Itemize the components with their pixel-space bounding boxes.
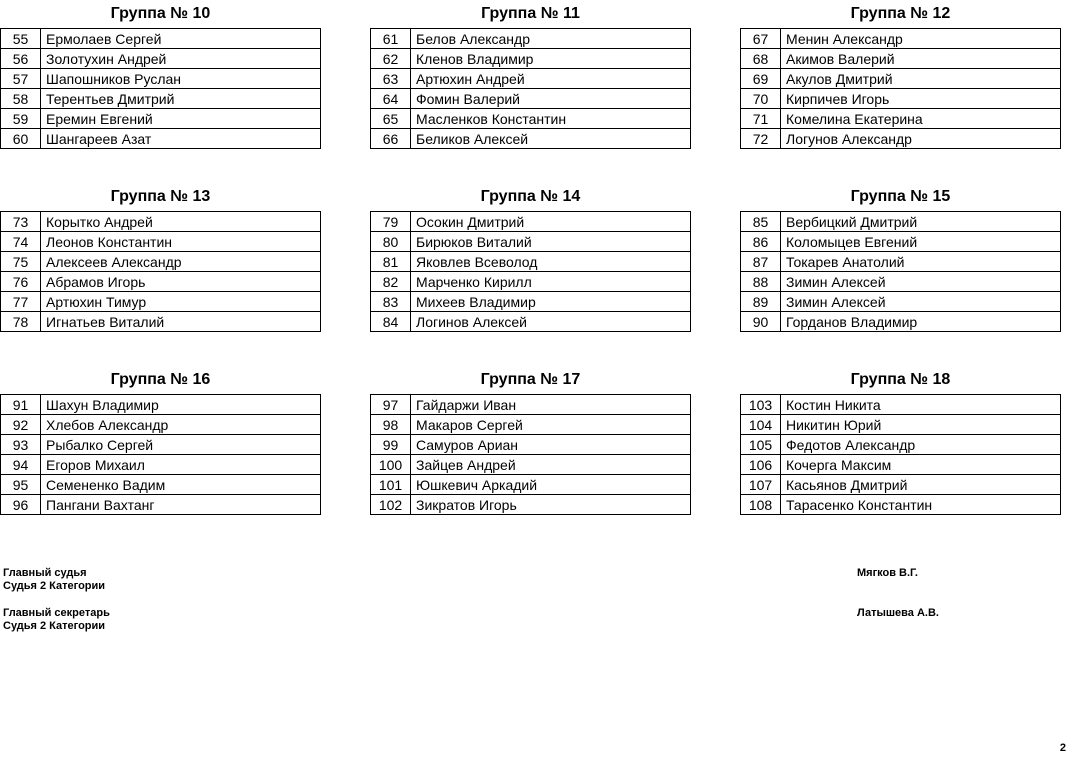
- participant-name: Масленков Константин: [411, 109, 691, 129]
- table-row: [741, 49, 1061, 69]
- table-row: [371, 455, 691, 475]
- table-row: [371, 435, 691, 455]
- participant-name: Акулов Дмитрий: [781, 69, 1061, 89]
- participant-number: 108: [741, 495, 781, 515]
- group-block: [0, 0, 321, 149]
- participant-number: 103: [741, 395, 781, 415]
- table-row: [1, 29, 321, 49]
- table-row: [371, 415, 691, 435]
- participant-name: Пангани Вахтанг: [41, 495, 321, 515]
- table-row: [1, 232, 321, 252]
- table-row: [371, 129, 691, 149]
- group-table: [370, 211, 691, 332]
- participant-name: Логинов Алексей: [411, 312, 691, 332]
- participant-name: Корытко Андрей: [41, 212, 321, 232]
- participant-number: 99: [371, 435, 411, 455]
- group-block: [740, 0, 1061, 149]
- participant-name: Менин Александр: [781, 29, 1061, 49]
- table-row: [371, 272, 691, 292]
- table-row: [371, 292, 691, 312]
- group-title: Группа № 17: [480, 371, 581, 388]
- table-row: [741, 272, 1061, 292]
- table-row: [371, 109, 691, 129]
- chief-judge-category: Судья 2 Категории: [3, 580, 106, 592]
- participant-number: 96: [1, 495, 41, 515]
- chief-judge-name: Мягков В.Г.: [857, 567, 918, 579]
- chief-secretary-name: Латышева А.В.: [857, 607, 939, 619]
- participant-number: 56: [1, 49, 41, 69]
- table-row: [741, 89, 1061, 109]
- participant-name: Логунов Александр: [781, 129, 1061, 149]
- chief-secretary-category: Судья 2 Категории: [3, 620, 106, 632]
- group-block: [370, 183, 691, 332]
- participant-name: Макаров Сергей: [411, 415, 691, 435]
- participant-name: Федотов Александр: [781, 435, 1061, 455]
- participant-number: 91: [1, 395, 41, 415]
- group-title: Группа № 13: [110, 188, 211, 205]
- participant-number: 78: [1, 312, 41, 332]
- participant-number: 80: [371, 232, 411, 252]
- table-row: [741, 129, 1061, 149]
- chief-judge-block: [3, 567, 105, 593]
- participant-name: Зайцев Андрей: [411, 455, 691, 475]
- participant-name: Зимин Алексей: [781, 292, 1061, 312]
- participant-name: Яковлев Всеволод: [411, 252, 691, 272]
- participant-number: 92: [1, 415, 41, 435]
- participant-name: Бирюков Виталий: [411, 232, 691, 252]
- participant-number: 88: [741, 272, 781, 292]
- table-row: [741, 415, 1061, 435]
- participant-name: Комелина Екатерина: [781, 109, 1061, 129]
- participant-name: Хлебов Александр: [41, 415, 321, 435]
- participant-number: 60: [1, 129, 41, 149]
- participant-number: 75: [1, 252, 41, 272]
- table-row: [1, 272, 321, 292]
- participant-name: Марченко Кирилл: [411, 272, 691, 292]
- participant-name: Артюхин Тимур: [41, 292, 321, 312]
- participant-name: Шапошников Руслан: [41, 69, 321, 89]
- table-row: [371, 395, 691, 415]
- participant-number: 61: [371, 29, 411, 49]
- table-row: [1, 475, 321, 495]
- page-number: 2: [1059, 742, 1066, 754]
- chief-secretary-role: Главный секретарь: [3, 607, 110, 619]
- table-row: [1, 109, 321, 129]
- group-title: Группа № 11: [481, 5, 580, 22]
- participant-name: Никитин Юрий: [781, 415, 1061, 435]
- participant-name: Егоров Михаил: [41, 455, 321, 475]
- participant-number: 71: [741, 109, 781, 129]
- group-table: [370, 28, 691, 149]
- group-block: [370, 366, 691, 515]
- table-row: [1, 292, 321, 312]
- table-row: [741, 435, 1061, 455]
- participant-name: Кирпичев Игорь: [781, 89, 1061, 109]
- table-row: [1, 49, 321, 69]
- participant-number: 102: [371, 495, 411, 515]
- table-row: [741, 312, 1061, 332]
- table-row: [1, 252, 321, 272]
- participant-number: 101: [371, 475, 411, 495]
- participant-name: Юшкевич Аркадий: [411, 475, 691, 495]
- participant-number: 90: [741, 312, 781, 332]
- participant-number: 104: [741, 415, 781, 435]
- table-row: [1, 395, 321, 415]
- participant-number: 87: [741, 252, 781, 272]
- participant-number: 97: [371, 395, 411, 415]
- table-row: [1, 212, 321, 232]
- group-table: [0, 211, 321, 332]
- participant-name: Шангареев Азат: [41, 129, 321, 149]
- participant-number: 59: [1, 109, 41, 129]
- group-block: [740, 183, 1061, 332]
- participant-name: Гайдаржи Иван: [411, 395, 691, 415]
- participant-number: 70: [741, 89, 781, 109]
- participant-name: Касьянов Дмитрий: [781, 475, 1061, 495]
- participant-number: 105: [741, 435, 781, 455]
- participant-number: 65: [371, 109, 411, 129]
- participant-name: Семененко Вадим: [41, 475, 321, 495]
- table-row: [741, 29, 1061, 49]
- table-row: [741, 232, 1061, 252]
- table-row: [741, 292, 1061, 312]
- participant-number: 85: [741, 212, 781, 232]
- participant-number: 77: [1, 292, 41, 312]
- table-row: [1, 129, 321, 149]
- group-title: Группа № 18: [850, 371, 951, 388]
- participant-name: Коломыцев Евгений: [781, 232, 1061, 252]
- participant-name: Горданов Владимир: [781, 312, 1061, 332]
- participant-number: 66: [371, 129, 411, 149]
- table-row: [741, 212, 1061, 232]
- group-table: [0, 394, 321, 515]
- participant-name: Вербицкий Дмитрий: [781, 212, 1061, 232]
- participant-name: Леонов Константин: [41, 232, 321, 252]
- participant-name: Шахун Владимир: [41, 395, 321, 415]
- table-row: [741, 495, 1061, 515]
- participant-name: Зимин Алексей: [781, 272, 1061, 292]
- group-title: Группа № 10: [110, 5, 211, 22]
- participant-name: Фомин Валерий: [411, 89, 691, 109]
- participant-name: Михеев Владимир: [411, 292, 691, 312]
- table-row: [371, 252, 691, 272]
- participant-number: 93: [1, 435, 41, 455]
- participant-name: Ермолаев Сергей: [41, 29, 321, 49]
- participant-number: 64: [371, 89, 411, 109]
- table-row: [371, 475, 691, 495]
- participant-number: 69: [741, 69, 781, 89]
- group-block: [740, 366, 1061, 515]
- participant-number: 79: [371, 212, 411, 232]
- participant-number: 76: [1, 272, 41, 292]
- table-row: [1, 89, 321, 109]
- table-row: [371, 312, 691, 332]
- participant-number: 62: [371, 49, 411, 69]
- participant-number: 84: [371, 312, 411, 332]
- table-row: [741, 455, 1061, 475]
- participant-name: Костин Никита: [781, 395, 1061, 415]
- participant-number: 57: [1, 69, 41, 89]
- table-row: [1, 69, 321, 89]
- table-row: [741, 395, 1061, 415]
- table-row: [371, 49, 691, 69]
- table-row: [1, 495, 321, 515]
- participant-number: 86: [741, 232, 781, 252]
- participant-number: 100: [371, 455, 411, 475]
- table-row: [371, 29, 691, 49]
- group-table: [0, 28, 321, 149]
- table-row: [371, 495, 691, 515]
- participant-name: Зикратов Игорь: [411, 495, 691, 515]
- table-row: [1, 312, 321, 332]
- group-title: Группа № 12: [850, 5, 951, 22]
- table-row: [1, 415, 321, 435]
- group-table: [740, 211, 1061, 332]
- table-row: [741, 252, 1061, 272]
- group-table: [740, 394, 1061, 515]
- participant-number: 83: [371, 292, 411, 312]
- table-row: [1, 435, 321, 455]
- table-row: [371, 69, 691, 89]
- group-title: Группа № 16: [110, 371, 211, 388]
- participant-number: 63: [371, 69, 411, 89]
- group-table: [740, 28, 1061, 149]
- participant-number: 107: [741, 475, 781, 495]
- chief-judge-role: Главный судья: [3, 567, 87, 579]
- participant-name: Кленов Владимир: [411, 49, 691, 69]
- participant-number: 74: [1, 232, 41, 252]
- participant-number: 89: [741, 292, 781, 312]
- participant-name: Артюхин Андрей: [411, 69, 691, 89]
- participant-name: Еремин Евгений: [41, 109, 321, 129]
- participant-name: Алексеев Александр: [41, 252, 321, 272]
- participant-name: Абрамов Игорь: [41, 272, 321, 292]
- participant-number: 81: [371, 252, 411, 272]
- participant-number: 95: [1, 475, 41, 495]
- group-block: [0, 183, 321, 332]
- participant-number: 94: [1, 455, 41, 475]
- participant-name: Токарев Анатолий: [781, 252, 1061, 272]
- participant-name: Белов Александр: [411, 29, 691, 49]
- participant-name: Золотухин Андрей: [41, 49, 321, 69]
- table-row: [741, 475, 1061, 495]
- participant-number: 67: [741, 29, 781, 49]
- group-table: [370, 394, 691, 515]
- participant-name: Тарасенко Константин: [781, 495, 1061, 515]
- chief-secretary-block: [3, 607, 110, 633]
- group-title: Группа № 15: [850, 188, 951, 205]
- participant-number: 73: [1, 212, 41, 232]
- participant-name: Самуров Ариан: [411, 435, 691, 455]
- participant-number: 106: [741, 455, 781, 475]
- participant-name: Рыбалко Сергей: [41, 435, 321, 455]
- participant-number: 82: [371, 272, 411, 292]
- participant-name: Терентьев Дмитрий: [41, 89, 321, 109]
- participant-number: 68: [741, 49, 781, 69]
- participant-name: Осокин Дмитрий: [411, 212, 691, 232]
- group-block: [370, 0, 691, 149]
- table-row: [1, 455, 321, 475]
- participant-number: 72: [741, 129, 781, 149]
- participant-name: Беликов Алексей: [411, 129, 691, 149]
- table-row: [741, 109, 1061, 129]
- participant-name: Акимов Валерий: [781, 49, 1061, 69]
- participant-number: 58: [1, 89, 41, 109]
- table-row: [371, 212, 691, 232]
- table-row: [371, 232, 691, 252]
- group-block: [0, 366, 321, 515]
- participant-name: Игнатьев Виталий: [41, 312, 321, 332]
- participant-name: Кочерга Максим: [781, 455, 1061, 475]
- participant-number: 55: [1, 29, 41, 49]
- table-row: [741, 69, 1061, 89]
- group-title: Группа № 14: [480, 188, 581, 205]
- participant-number: 98: [371, 415, 411, 435]
- table-row: [371, 89, 691, 109]
